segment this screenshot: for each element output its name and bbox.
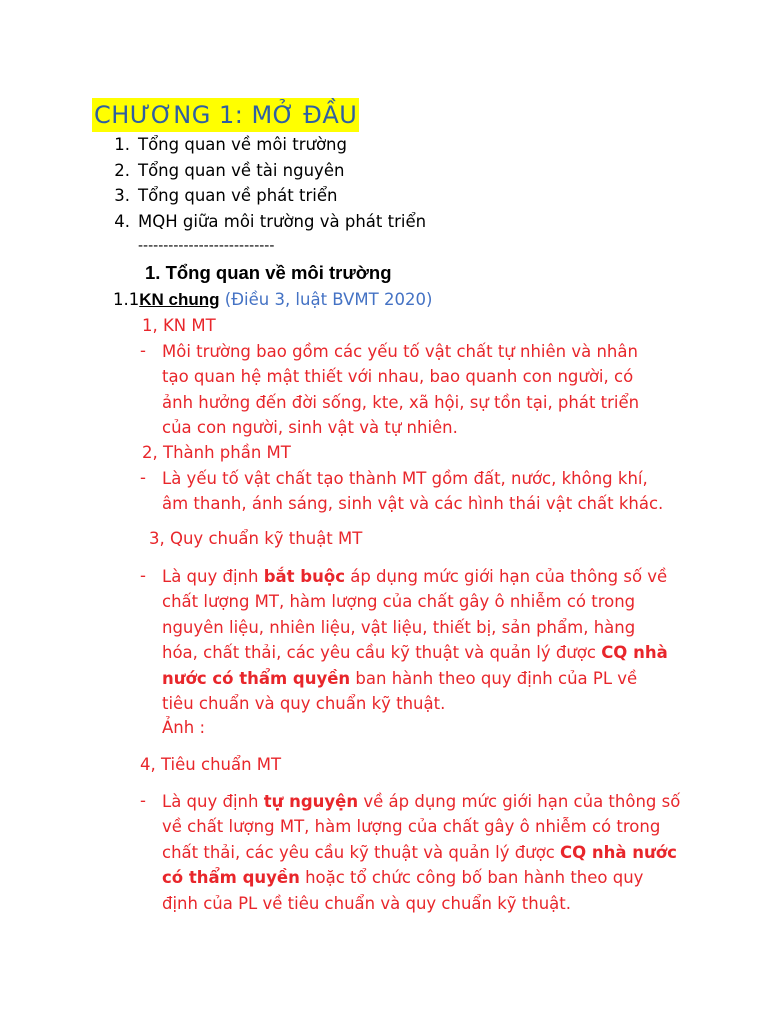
- emphasis-text: tự nguyện: [263, 792, 359, 811]
- section-number: 1.: [145, 262, 161, 283]
- text-run: ban hành theo quy định của PL về tiêu chuẩn và quy chuẩn kỹ thuật.: [162, 668, 638, 714]
- bullet-dash: -: [140, 341, 146, 360]
- subsection-title: KN chung: [139, 290, 220, 309]
- item-paragraph: [162, 564, 672, 716]
- bullet-dash: -: [140, 791, 146, 810]
- text-run: Là quy định: [162, 792, 264, 811]
- item-heading: 3, Quy chuẩn kỹ thuật MT: [149, 529, 363, 548]
- text-run: áp dụng mức giới hạn của thông số về chất lượng MT, hàm lượng của chất gây ô nhiễm có trong nguyên liệu, nhiên liệu, vật liệu, thiết bị, sản phẩm, hàng hóa, chất thải, các yêu cầu kỹ thuật và quản lý được: [162, 567, 668, 663]
- emphasis-text: CQ nhà nước có thẩm quyền: [162, 643, 668, 688]
- item-paragraph: Là yếu tố vật chất tạo thành MT gồm đất, nước, không khí, âm thanh, ánh sáng, sinh vật và các hình thái vật chất khác.: [162, 469, 664, 514]
- toc-item-text: MQH giữa môi trường và phát triển: [138, 212, 427, 231]
- text-run: Là quy định: [162, 567, 264, 586]
- toc-item-number: 4.: [114, 212, 130, 231]
- item-paragraph: [162, 789, 682, 916]
- text-run: về áp dụng mức giới hạn của thông số về chất lượng MT, hàm lượng của chất gây ô nhiễm có trong chất thải, các yêu cầu kỹ thuật và quản lý được: [162, 792, 681, 862]
- item-heading: 2, Thành phần MT: [142, 443, 291, 462]
- toc-item-text: Tổng quan về phát triển: [138, 186, 338, 205]
- item-heading: 1, KN MT: [142, 316, 216, 335]
- toc-item-text: Tổng quan về tài nguyên: [138, 161, 345, 180]
- emphasis-text: CQ nhà nước có thẩm quyền: [162, 842, 677, 888]
- image-caption: Ảnh :: [162, 718, 206, 737]
- page-title: CHƯƠNG 1: MỞ ĐẦU: [92, 98, 359, 132]
- text-run: hoặc tổ chức công bố ban hành theo quy định của PL về tiêu chuẩn và quy chuẩn kỹ thuật.: [162, 868, 644, 913]
- bullet-dash: -: [140, 468, 146, 487]
- toc-item-number: 2.: [114, 161, 130, 180]
- emphasis-text: bắt buộc: [263, 567, 345, 586]
- section-title: Tổng quan về môi trường: [165, 262, 392, 283]
- subsection-heading: [113, 290, 432, 310]
- toc-item-number: 3.: [114, 186, 130, 205]
- toc-item-text: Tổng quan về môi trường: [138, 135, 347, 154]
- item-paragraph: Môi trường bao gồm các yếu tố vật chất tự nhiên và nhân tạo quan hệ mật thiết với nhau, bao quanh con người, có ảnh hưởng đến đời sống, kte, xã hội, sự tồn tại, phát triển của con người, sinh vật và tự nhiên.: [162, 342, 640, 438]
- item-heading: 4, Tiêu chuẩn MT: [140, 755, 282, 774]
- section-heading: [145, 262, 392, 284]
- toc-item-number: 1.: [114, 135, 130, 154]
- bullet-dash: -: [140, 566, 146, 585]
- subsection-number: 1.1: [113, 290, 140, 309]
- subsection-reference: (Điều 3, luật BVMT 2020): [224, 290, 433, 309]
- separator-line: ---------------------------: [138, 238, 275, 254]
